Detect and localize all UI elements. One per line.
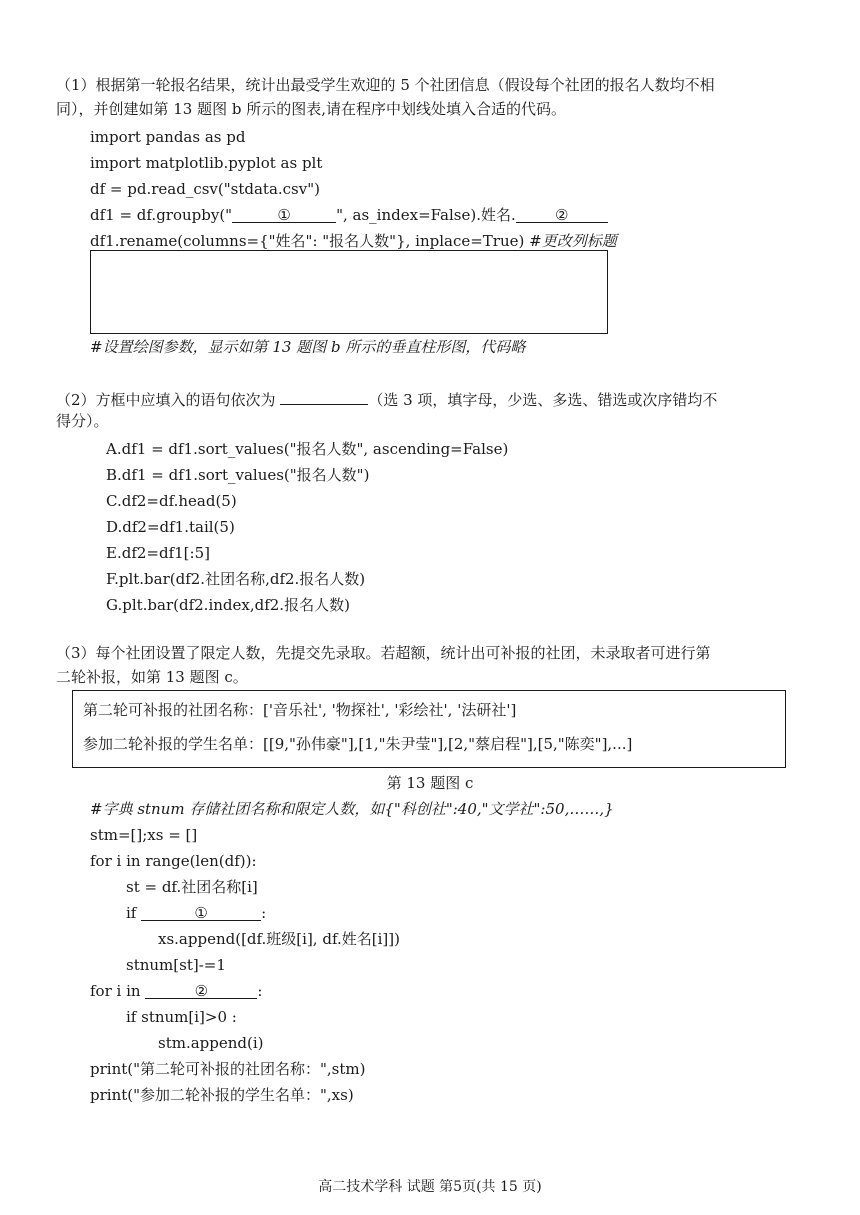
code-comment: #更改列标题 [529, 232, 617, 250]
answer-blank[interactable] [280, 386, 368, 405]
q2-text-line2: 得分）。 [56, 412, 109, 430]
code-line: for i in range(len(df)): [90, 852, 257, 870]
q2-text-line1 [56, 386, 717, 411]
page-footer: 高二技术学科 试题 第5页(共 15 页) [318, 1179, 542, 1195]
code-text: : [257, 982, 263, 1000]
code-line: st = df.社团名称[i] [126, 878, 258, 896]
code-text: ", as_index=False).姓名. [336, 206, 516, 224]
code-comment: #字典 stnum 存储社团名称和限定人数，如{"科创社":40,"文学社":50,……,} [90, 800, 614, 818]
output-line: 参加二轮补报的学生名单：[[9,"孙伟豪"],[1,"朱尹莹"],[2,"蔡启程"],[5,"陈奕"],...] [83, 735, 633, 753]
q1-text-line2: 同），并创建如第 13 题图 b 所示的图表,请在程序中划线处填入合适的代码。 [56, 100, 567, 118]
code-line: stnum[st]-=1 [126, 956, 226, 974]
answer-box[interactable] [90, 250, 608, 334]
code-line-if [126, 902, 266, 924]
code-line: import matplotlib.pyplot as plt [90, 154, 323, 172]
code-line: print("参加二轮补报的学生名单：",xs) [90, 1086, 354, 1104]
code-line-rename [90, 230, 617, 252]
option-d: D.df2=df1.tail(5) [106, 518, 235, 536]
figure-caption: 第 13 题图 c [386, 774, 474, 792]
code-text: if [126, 904, 142, 922]
q2-text: （2）方框中应填入的语句依次为 [56, 391, 281, 409]
option-e: E.df2=df1[:5] [106, 544, 210, 562]
q3-text-line2: 二轮补报，如第 13 题图 c。 [56, 668, 248, 686]
code-line: if stnum[i]>0 : [126, 1008, 237, 1026]
option-c: C.df2=df.head(5) [106, 492, 237, 510]
code-line-groupby [90, 204, 608, 226]
q3-text-line1: （3）每个社团设置了限定人数，先提交先录取。若超额，统计出可补报的社团，未录取者可进行第 [56, 644, 711, 662]
option-g: G.plt.bar(df2.index,df2.报名人数) [106, 596, 350, 614]
code-line: print("第二轮可补报的社团名称：",stm) [90, 1060, 366, 1078]
option-f: F.plt.bar(df2.社团名称,df2.报名人数) [106, 570, 366, 588]
option-a: A.df1 = df1.sort_values("报名人数", ascending=False) [106, 440, 509, 458]
code-text: df1 = df.groupby(" [90, 206, 233, 224]
code-line: xs.append([df.班级[i], df.姓名[i]]) [158, 930, 400, 948]
fill-blank-1[interactable]: ① [232, 204, 336, 223]
output-line: 第二轮可补报的社团名称：['音乐社', '物探社', '彩绘社', '法研社'] [83, 701, 517, 719]
option-b: B.df1 = df1.sort_values("报名人数") [106, 466, 370, 484]
fill-blank-2[interactable]: ② [145, 980, 257, 999]
output-box [72, 690, 786, 768]
code-text: : [261, 904, 267, 922]
code-line: stm.append(i) [158, 1034, 264, 1052]
code-comment: #设置绘图参数，显示如第 13 题图 b 所示的垂直柱形图，代码略 [90, 338, 526, 356]
fill-blank-2[interactable]: ② [516, 204, 608, 223]
fill-blank-1[interactable]: ① [141, 902, 261, 921]
code-text: df1.rename(columns={"姓名": "报名人数"}, inplace=True) [90, 232, 530, 250]
code-line-for [90, 980, 262, 1002]
q2-text: （选 3 项，填字母，少选、多选、错选或次序错均不 [368, 391, 718, 409]
code-line: import pandas as pd [90, 128, 246, 146]
q1-text-line1: （1）根据第一轮报名结果，统计出最受学生欢迎的 5 个社团信息（假设每个社团的报名人数均不相 [56, 76, 715, 94]
code-text: for i in [90, 982, 146, 1000]
code-line: df = pd.read_csv("stdata.csv") [90, 180, 320, 198]
code-line: stm=[];xs = [] [90, 826, 198, 844]
